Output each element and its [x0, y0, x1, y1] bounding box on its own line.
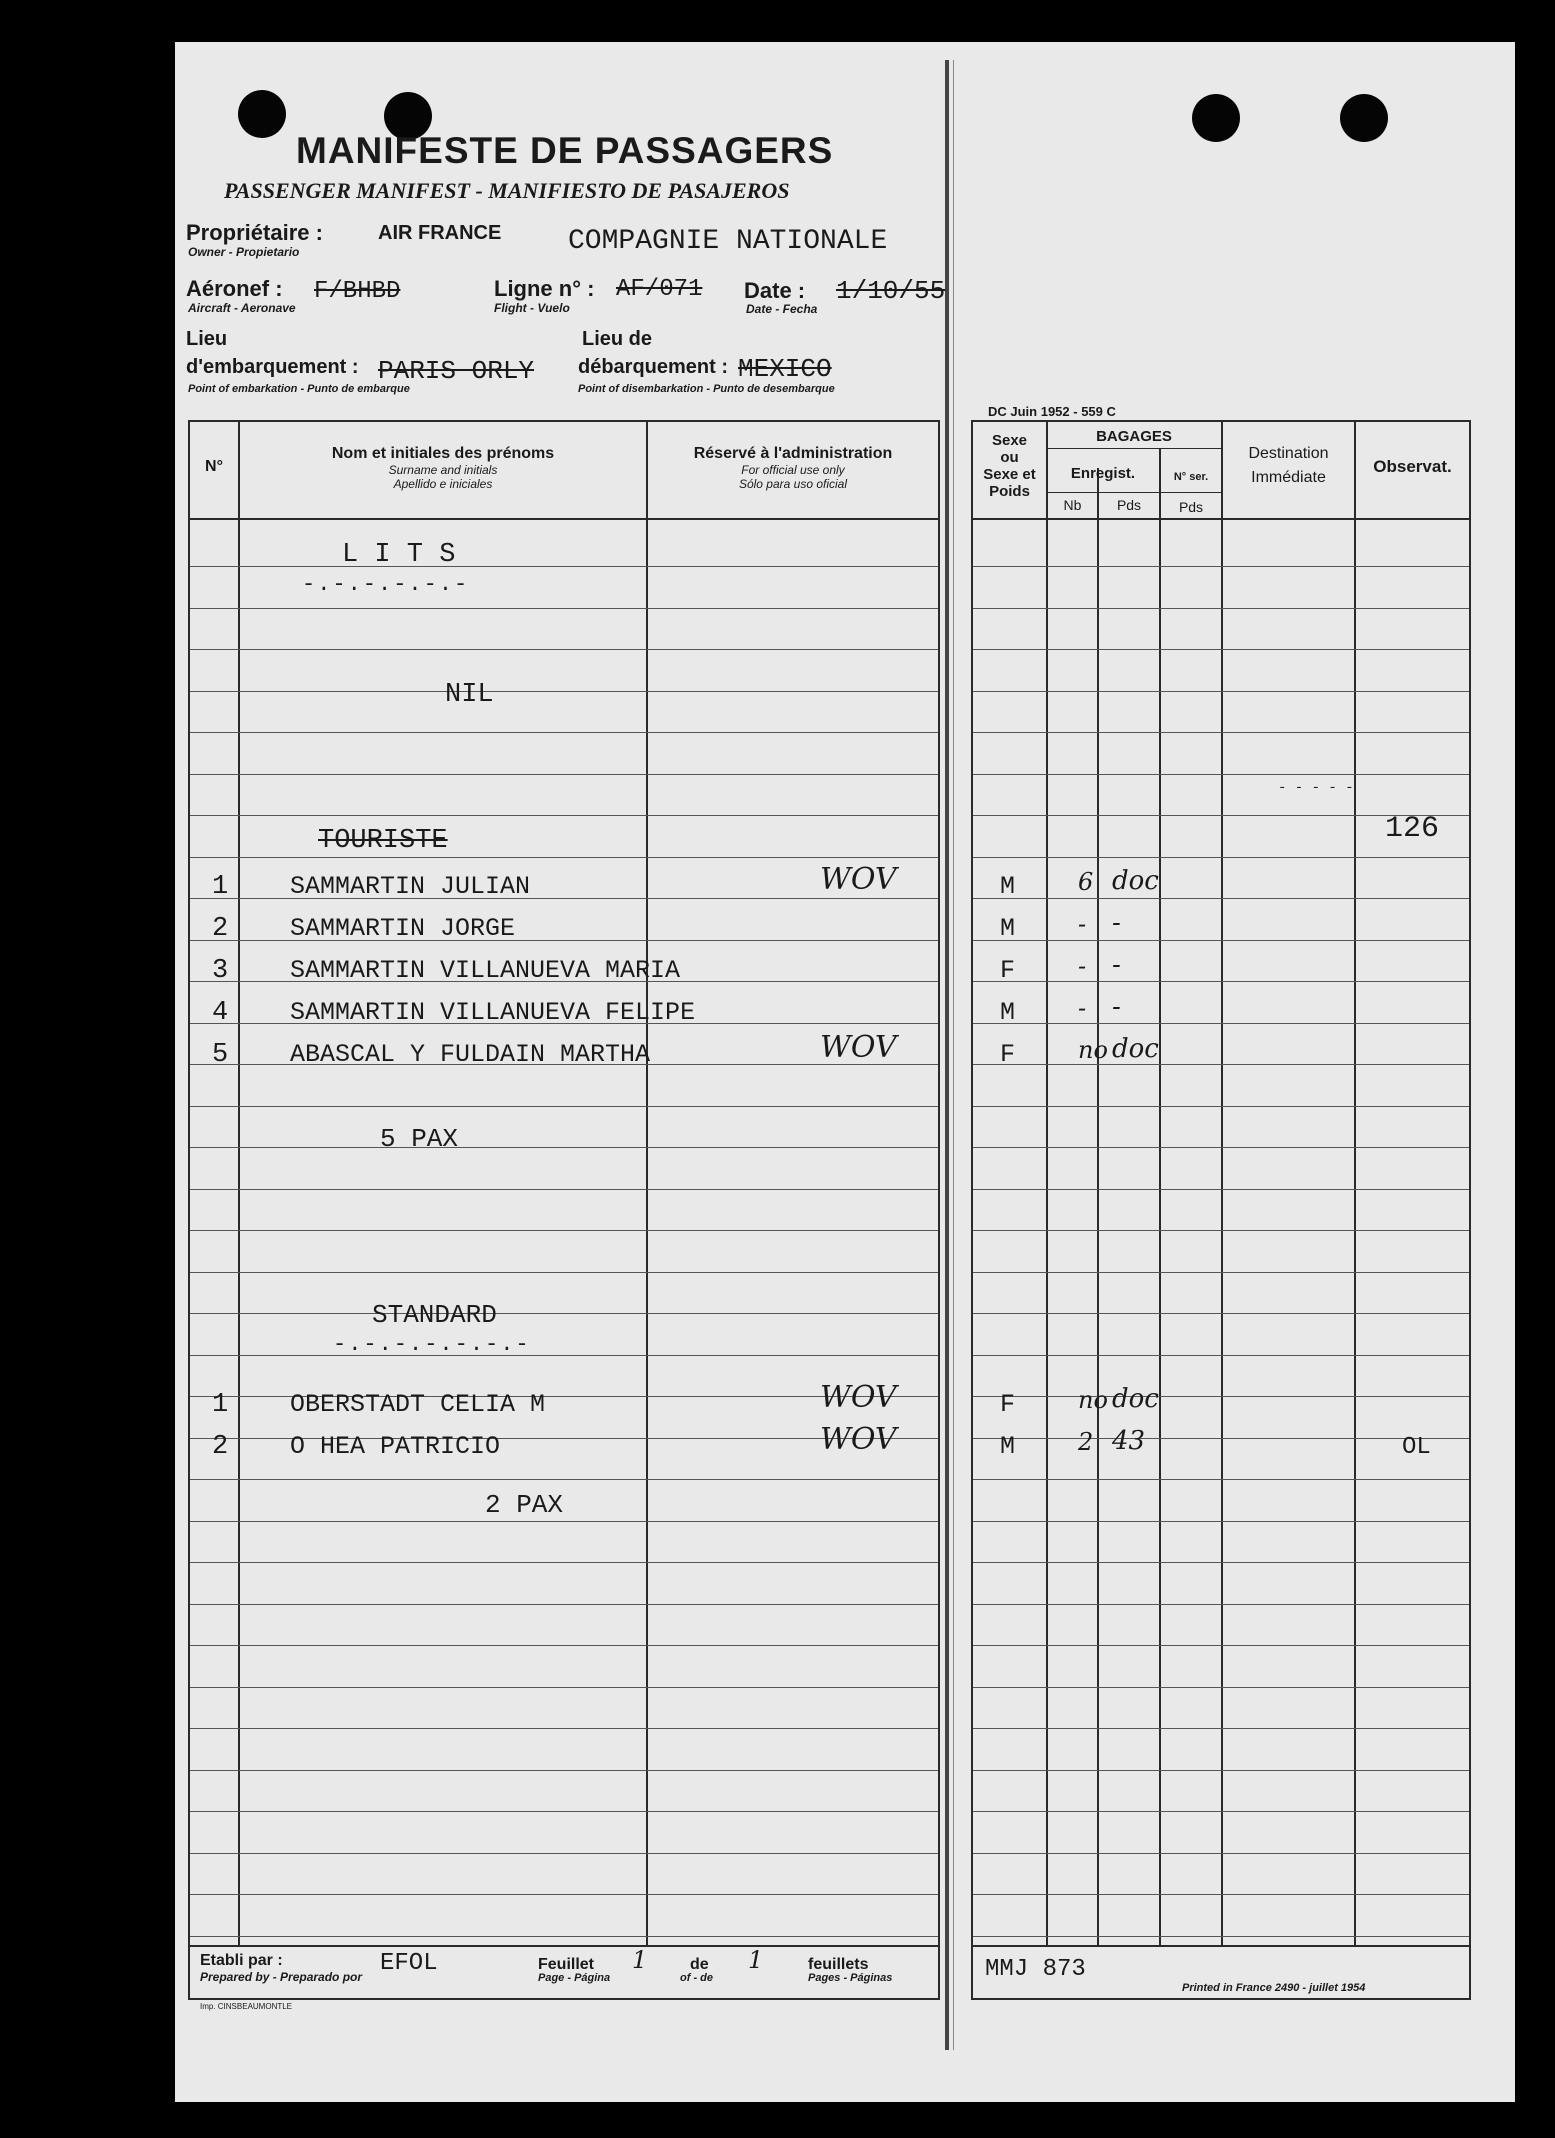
- owner-value: AIR FRANCE: [378, 222, 502, 244]
- observ-mark: 126: [1385, 812, 1440, 846]
- touriste-baggage-count: no: [1078, 1036, 1108, 1064]
- touriste-passenger-name: SAMMARTIN VILLANUEVA FELIPE: [290, 998, 696, 1027]
- row-rule: [973, 1521, 1469, 1522]
- col-name-sub1: Surname and initials: [388, 463, 498, 477]
- touriste-admin-note: WOV: [820, 1030, 897, 1065]
- touriste-baggage-weight: -: [1112, 908, 1121, 938]
- col-no-header: N°: [205, 458, 223, 475]
- row-rule: [973, 1936, 1469, 1937]
- fold-line: [953, 60, 954, 2050]
- standard-passenger-name: O HEA PATRICIO: [290, 1432, 501, 1461]
- aircraft-value: F/BHBD: [314, 278, 401, 305]
- sheet-sublabel: Page - Página: [538, 1972, 611, 1984]
- row-rule: [973, 857, 1469, 858]
- touriste-baggage-count: -: [1078, 994, 1087, 1022]
- flight-label: Ligne n° :: [494, 276, 595, 301]
- table-border: [188, 1998, 940, 2000]
- column-divider: [1159, 448, 1161, 1945]
- col-nb-header: Nb: [1063, 497, 1082, 513]
- row-rule: [190, 1106, 938, 1107]
- touriste-passenger-sex: M: [1000, 872, 1016, 901]
- manifest-subtitle: PASSENGER MANIFEST - MANIFIESTO DE PASAJEROS: [224, 178, 790, 203]
- column-divider: [1046, 492, 1222, 493]
- col-observ-header: Observat.: [1373, 457, 1452, 476]
- touriste-passenger-name: SAMMARTIN JORGE: [290, 914, 516, 943]
- col-nser-header: N° ser.: [1173, 471, 1209, 483]
- row-rule: [190, 691, 938, 692]
- date-value: 1/10/55: [836, 276, 946, 306]
- table-border: [188, 420, 190, 2000]
- row-rule: [973, 732, 1469, 733]
- row-rule: [190, 1230, 938, 1231]
- flight-value: AF/071: [616, 276, 703, 303]
- col-dest-1: Destination: [1248, 445, 1329, 462]
- section-touriste: TOURISTE: [318, 826, 448, 856]
- of-value: 1: [748, 1946, 764, 1974]
- fold-line: [945, 60, 949, 2050]
- of-label: de: [690, 1956, 709, 1973]
- row-rule: [973, 608, 1469, 609]
- col-enregist-header: Enregist.: [1070, 465, 1136, 482]
- embark-value: PARIS ORLY: [378, 356, 535, 386]
- col-destination-header: [1223, 442, 1354, 490]
- row-rule: [190, 608, 938, 609]
- of-sublabel: of - de: [680, 1972, 713, 1984]
- row-rule: [190, 1770, 938, 1771]
- row-rule: [973, 1147, 1469, 1148]
- row-rule: [190, 1272, 938, 1273]
- touriste-baggage-count: 6: [1078, 868, 1094, 896]
- manifest-title: MANIFESTE DE PASSAGERS: [296, 130, 834, 171]
- embark-label-2: d'embarquement :: [186, 356, 359, 378]
- table-border: [188, 1945, 940, 1947]
- row-rule: [973, 1604, 1469, 1605]
- touriste-passenger-name: SAMMARTIN JULIAN: [290, 872, 531, 901]
- prepared-value: EFOL: [380, 1950, 438, 1977]
- touriste-baggage-weight: doc: [1112, 1034, 1159, 1064]
- row-rule: [190, 815, 938, 816]
- col-name-sub2: Apellido e iniciales: [393, 477, 493, 491]
- disembark-sublabel: Point of disembarkation - Punto de desembarque: [578, 383, 835, 395]
- section-lits: L I T S: [342, 540, 456, 570]
- row-rule: [190, 1811, 938, 1812]
- standard-baggage-count: no: [1078, 1386, 1108, 1414]
- row-rule: [190, 1687, 938, 1688]
- row-rule: [973, 1313, 1469, 1314]
- punch-hole: [1340, 94, 1388, 142]
- section-standard-dashes: -.-.-.-.-.-.-: [333, 1332, 531, 1357]
- disembark-label-2: débarquement :: [578, 356, 729, 378]
- standard-passenger-sex: F: [1000, 1390, 1016, 1419]
- touriste-baggage-weight: doc: [1112, 866, 1159, 896]
- row-rule: [190, 1147, 938, 1148]
- prepared-label: Etabli par :: [200, 1952, 283, 1969]
- embark-sublabel: Point of embarkation - Punto de embarque: [188, 383, 410, 395]
- col-sex-2: ou: [1000, 449, 1019, 466]
- row-rule: [190, 732, 938, 733]
- col-name-header: [240, 445, 646, 491]
- standard-admin-note: WOV: [820, 1422, 897, 1457]
- row-rule: [190, 1853, 938, 1854]
- touriste-admin-note: WOV: [820, 862, 897, 897]
- row-rule: [973, 1272, 1469, 1273]
- sheets-sublabel: Pages - Páginas: [808, 1972, 893, 1984]
- row-rule: [190, 857, 938, 858]
- col-sex-header: [973, 432, 1046, 500]
- row-rule: [973, 1853, 1469, 1854]
- col-admin-title: Réservé à l'administration: [693, 445, 893, 462]
- owner-sublabel: Owner - Propietario: [188, 245, 300, 259]
- table-border: [971, 1945, 1471, 1947]
- row-rule: [190, 1894, 938, 1895]
- row-rule: [973, 691, 1469, 692]
- sheet-value: 1: [632, 1946, 648, 1974]
- standard-admin-note: WOV: [820, 1380, 897, 1415]
- owner-typed: COMPAGNIE NATIONALE: [568, 226, 888, 257]
- col-bagages-header: BAGAGES: [1096, 428, 1172, 445]
- observ-dots: - - - - -: [1278, 780, 1354, 796]
- touriste-passenger-number: 4: [212, 998, 229, 1028]
- embark-label-1: Lieu: [186, 328, 228, 350]
- standard-observation: OL: [1402, 1434, 1431, 1461]
- column-divider: [1046, 448, 1222, 449]
- table-border: [971, 420, 973, 2000]
- table-border: [188, 518, 940, 520]
- table-border: [938, 420, 940, 2000]
- row-rule: [190, 1562, 938, 1563]
- section-standard: STANDARD: [372, 1300, 497, 1330]
- manifest-sheet: [175, 42, 1515, 2102]
- row-rule: [973, 940, 1469, 941]
- punch-hole: [238, 90, 286, 138]
- disembark-label-1: Lieu de: [582, 328, 653, 350]
- printed-note: Printed in France 2490 - juillet 1954: [1182, 1982, 1366, 1994]
- row-rule: [973, 981, 1469, 982]
- row-rule: [973, 1396, 1469, 1397]
- standard-pax-count: 2 PAX: [485, 1490, 564, 1520]
- row-rule: [973, 1438, 1469, 1439]
- standard-baggage-count: 2: [1078, 1428, 1094, 1456]
- col-pds2-header: Pds: [1178, 499, 1204, 515]
- row-rule: [190, 1355, 938, 1356]
- section-lits-dashes: -.-.-.-.-.-: [302, 572, 470, 597]
- flight-sublabel: Flight - Vuelo: [494, 301, 570, 315]
- table-border: [188, 420, 940, 422]
- col-sex-1: Sexe: [991, 432, 1028, 449]
- col-dest-2: Immédiate: [1251, 469, 1326, 486]
- row-rule: [973, 1728, 1469, 1729]
- table-border: [971, 1998, 1471, 2000]
- standard-baggage-weight: 43: [1112, 1426, 1146, 1456]
- row-rule: [190, 1189, 938, 1190]
- row-rule: [190, 1728, 938, 1729]
- aircraft-sublabel: Aircraft - Aeronave: [188, 301, 296, 315]
- touriste-baggage-weight: -: [1112, 992, 1121, 1022]
- touriste-passenger-number: 5: [212, 1040, 229, 1070]
- row-rule: [190, 1645, 938, 1646]
- row-rule: [973, 774, 1469, 775]
- row-rule: [973, 1355, 1469, 1356]
- touriste-pax-count: 5 PAX: [380, 1124, 459, 1154]
- row-rule: [190, 1936, 938, 1937]
- disembark-value: MEXICO: [738, 354, 832, 384]
- standard-passenger-number: 1: [212, 1390, 229, 1420]
- row-rule: [973, 1106, 1469, 1107]
- standard-passenger-name: OBERSTADT CELIA M: [290, 1390, 546, 1419]
- sheets-label: feuillets: [808, 1956, 869, 1973]
- owner-label: Propriétaire :: [186, 220, 323, 245]
- row-rule: [190, 1521, 938, 1522]
- row-rule: [973, 1064, 1469, 1065]
- row-rule: [973, 1023, 1469, 1024]
- touriste-passenger-sex: F: [1000, 1040, 1016, 1069]
- row-rule: [973, 1479, 1469, 1480]
- aircraft-label: Aéronef :: [186, 276, 283, 301]
- row-rule: [973, 649, 1469, 650]
- row-rule: [973, 1189, 1469, 1190]
- row-rule: [190, 1313, 938, 1314]
- col-admin-header: [648, 445, 938, 491]
- standard-passenger-number: 2: [212, 1432, 229, 1462]
- touriste-passenger-name: ABASCAL Y FULDAIN MARTHA: [290, 1040, 651, 1069]
- stamp-number: MMJ 873: [985, 1956, 1086, 1983]
- row-rule: [973, 1645, 1469, 1646]
- punch-hole: [1192, 94, 1240, 142]
- row-rule: [190, 1479, 938, 1480]
- row-rule: [973, 566, 1469, 567]
- col-name-title: Nom et initiales des prénoms: [331, 445, 555, 462]
- touriste-passenger-sex: M: [1000, 998, 1016, 1027]
- column-divider: [1097, 468, 1099, 1945]
- row-rule: [190, 649, 938, 650]
- row-rule: [190, 1604, 938, 1605]
- row-rule: [190, 566, 938, 567]
- section-nil: NIL: [445, 680, 494, 710]
- col-sex-4: Poids: [989, 483, 1030, 500]
- col-pds-header: Pds: [1116, 497, 1142, 513]
- standard-passenger-sex: M: [1000, 1432, 1016, 1461]
- touriste-passenger-number: 2: [212, 914, 229, 944]
- date-sublabel: Date - Fecha: [746, 302, 818, 316]
- col-sex-3: Sexe et: [983, 466, 1036, 483]
- touriste-baggage-count: -: [1078, 952, 1087, 980]
- touriste-passenger-sex: F: [1000, 956, 1016, 985]
- row-rule: [973, 1687, 1469, 1688]
- col-admin-sub1: For official use only: [741, 463, 845, 477]
- form-code: DC Juin 1952 - 559 C: [988, 404, 1116, 419]
- touriste-passenger-number: 1: [212, 872, 229, 902]
- row-rule: [973, 1894, 1469, 1895]
- touriste-passenger-name: SAMMARTIN VILLANUEVA MARIA: [290, 956, 681, 985]
- row-rule: [973, 898, 1469, 899]
- touriste-baggage-weight: -: [1112, 950, 1121, 980]
- imprint-note: Imp. CINSBEAUMONTLE: [200, 2002, 293, 2011]
- touriste-baggage-count: -: [1078, 910, 1087, 938]
- date-label: Date :: [744, 278, 806, 303]
- sheet-label: Feuillet: [538, 1956, 595, 1973]
- prepared-sublabel: Prepared by - Preparado por: [200, 1970, 363, 1984]
- standard-baggage-weight: doc: [1112, 1384, 1159, 1414]
- table-border: [1469, 420, 1471, 2000]
- row-rule: [973, 1811, 1469, 1812]
- row-rule: [973, 1230, 1469, 1231]
- col-admin-sub2: Sólo para uso oficial: [738, 477, 848, 491]
- row-rule: [190, 774, 938, 775]
- row-rule: [973, 1562, 1469, 1563]
- row-rule: [973, 1770, 1469, 1771]
- touriste-passenger-number: 3: [212, 956, 229, 986]
- touriste-passenger-sex: M: [1000, 914, 1016, 943]
